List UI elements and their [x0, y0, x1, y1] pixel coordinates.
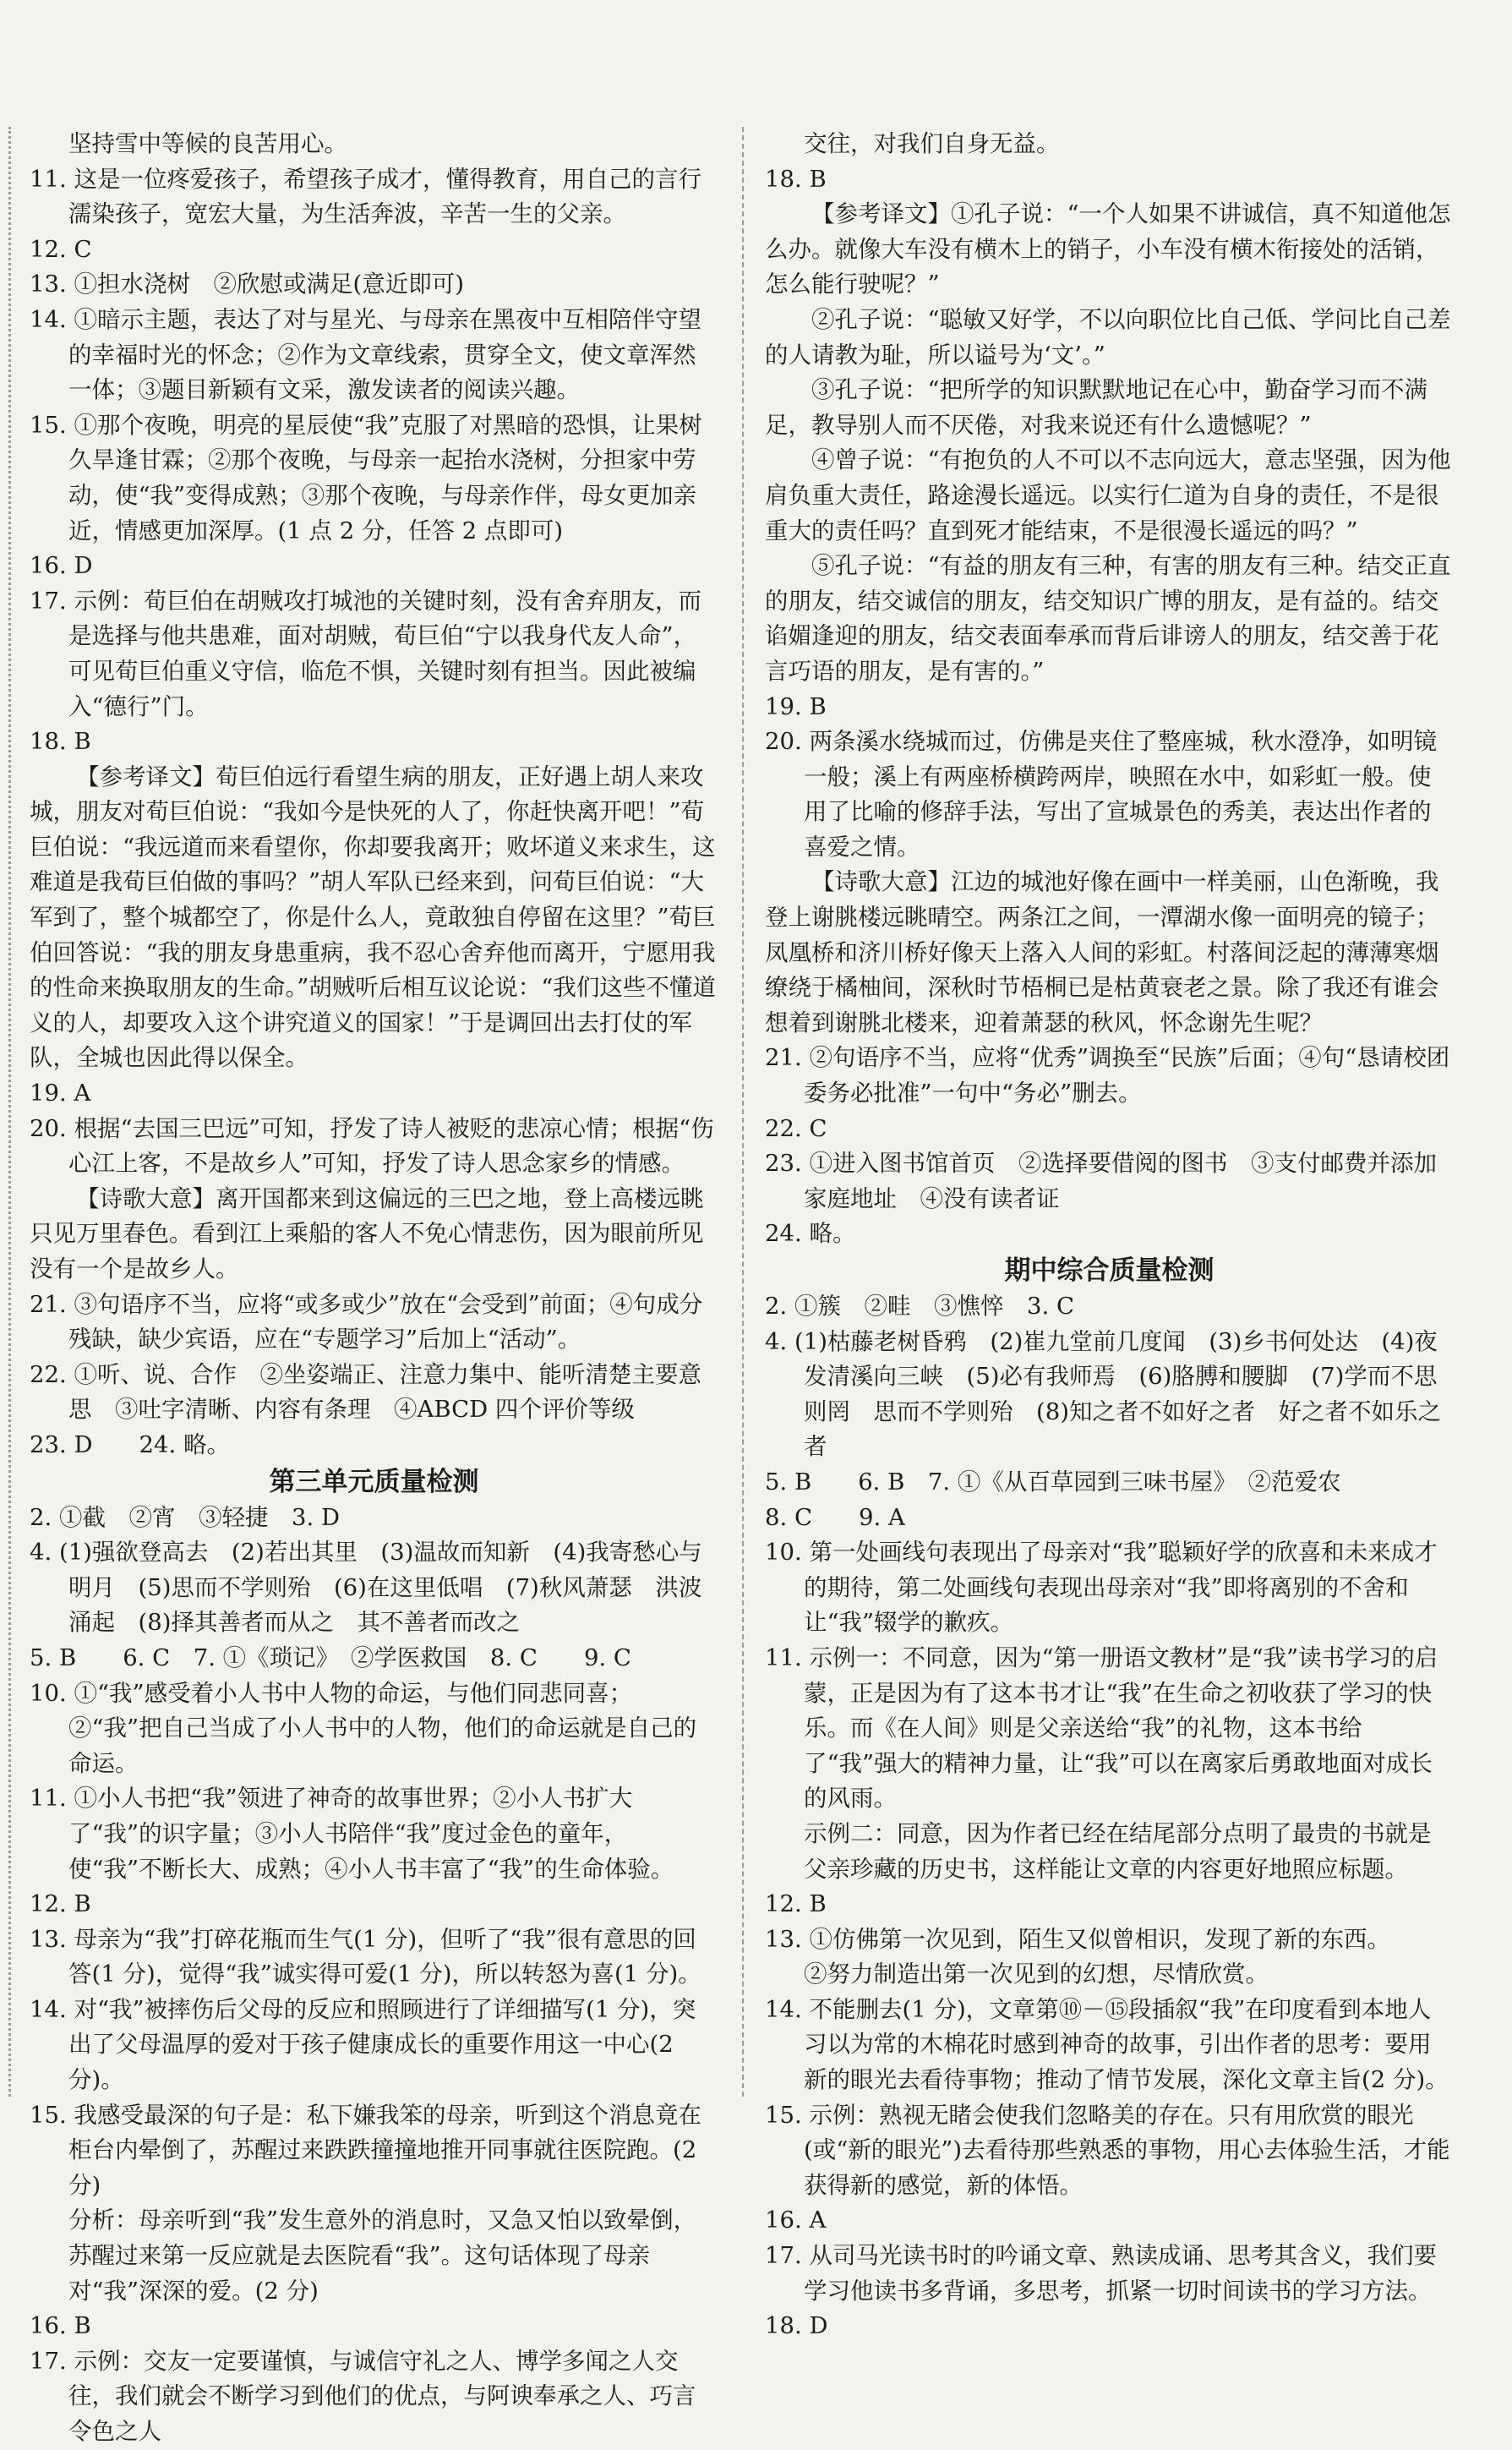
answer-item: 17. 示例：荀巨伯在胡贼攻打城池的关键时刻，没有舍弃朋友，而是选择与他共患难，面对胡贼，荀巨伯“宁以我身代友人命”，可见荀巨伯重义守信，临危不惧，关键时刻有担当。因此被编入“德行”门。 — [30, 587, 701, 720]
answer-item: 分析：母亲听到“我”发生意外的消息时，又急又怕以致晕倒，苏醒过来第一反应就是去医院看“我”。这句话体现了母亲对“我”深深的爱。(2 分) — [68, 2207, 697, 2305]
answer-item: 13. ①仿佛第一次见到，陌生又似曾相识，发现了新的东西。 — [765, 1925, 1390, 1953]
answer-item: 4. (1)强欲登高去 (2)若出其里 (3)温故而知新 (4)我寄愁心与明月 (5)思而不学则殆 (6)在这里低唱 (7)秋风萧瑟 洪波涌起 (8)择其善者而从之 其不善者而改之 — [30, 1539, 702, 1637]
right-column — [765, 127, 1454, 2344]
answer-item: ②努力制造出第一次见到的幻想，尽情欣赏。 — [804, 1961, 1269, 1988]
answer-item: 11. 这是一位疼爱孩子，希望孩子成才，懂得教育，用自己的言行濡染孩子，宽宏大量，为生活奔波，辛苦一生的父亲。 — [30, 165, 701, 228]
answer-item: 10. ①“我”感受着小人书中人物的命运，与他们同悲同喜；②“我”把自己当成了小人书中的人物，他们的命运就是自己的命运。 — [30, 1679, 697, 1777]
answer-item: 15. 我感受最深的句子是：私下嫌我笨的母亲，听到这个消息竟在柜台内晕倒了，苏醒过来跌跌撞撞地推开同事就往医院跑。(2 分) — [30, 2101, 701, 2199]
answer-item: 13. 母亲为“我”打碎花瓶而生气(1 分)，但听了“我”很有意思的回答(1 分)，觉得“我”诚实得可爱(1 分)，所以转怒为喜(1 分)。 — [30, 1925, 701, 1988]
answer-item: 【参考译文】荀巨伯远行看望生病的朋友，正好遇上胡人来攻城，朋友对荀巨伯说：“我如今是快死的人了，你赶快离开吧！”荀巨伯说：“我远道而来看望你，你却要我离开；败坏道义来求生，这难道是我荀巨伯做的事吗？”胡人军队已经来到，问荀巨伯说：“大军到了，整个城都空了，你是什么人，竟敢独自停留在这里？”荀巨伯回答说：“我的朋友身患重病，我不忍心舍弃他而离开，宁愿用我的性命来换取朋友的生命。”胡贼听后相互议论说：“我们这些不懂道义的人，却要攻入这个讲究道义的国家！”于是调回出去打仗的军队，全城也因此得以保全。 — [30, 763, 716, 1072]
answer-item: 18. B — [765, 165, 827, 193]
section-heading: 期中综合质量检测 — [1004, 1255, 1215, 1286]
answer-item: 5. B 6. C 7. ①《琐记》 ②学医救国 8. C 9. C — [30, 1643, 631, 1671]
answer-item: 13. ①担水浇树 ②欣慰或满足(意近即可) — [30, 271, 464, 298]
answer-item: 23. D 24. 略。 — [30, 1430, 230, 1458]
answer-item: 20. 两条溪水绕城而过，仿佛是夹住了整座城，秋水澄净，如明镜一般；溪上有两座桥横跨两岸，映照在水中，如彩虹一般。使用了比喻的修辞手法，写出了宣城景色的秀美，表达出作者的喜爱之情。 — [765, 728, 1437, 861]
answer-item: 17. 从司马光读书时的吟诵文章、熟读成诵、思考其含义，我们要学习他读书多背诵，多思考，抓紧一切时间读书的学习方法。 — [765, 2242, 1437, 2305]
answer-item: 【诗歌大意】离开国都来到这偏远的三巴之地，登上高楼远眺只见万里春色。看到江上乘船的客人不免心情悲伤，因为眼前所见没有一个是故乡人。 — [30, 1184, 704, 1282]
answer-item: 12. B — [765, 1890, 827, 1918]
answer-item: 16. B — [30, 2312, 91, 2340]
section-heading: 第三单元质量检测 — [269, 1466, 479, 1497]
binding-margin-dots — [8, 127, 11, 2097]
answer-item: 19. A — [30, 1080, 91, 1107]
answer-item: ⑤孔子说：“有益的朋友有三种，有害的朋友有三种。结交正直的朋友，结交诚信的朋友，结交知识广博的朋友，是有益的。结交谄媚逢迎的朋友，结交表面奉承而背后诽谤人的朋友，结交善于花言巧语的朋友，是有害的。” — [765, 552, 1451, 685]
answer-item: 交往，对我们自身无益。 — [804, 130, 1060, 157]
column-divider — [742, 127, 744, 2097]
answer-item: 15. 示例：熟视无睹会使我们忽略美的存在。只有用欣赏的眼光(或“新的眼光”)去看待那些熟悉的事物，用心去体验生活，才能获得新的感觉，新的体悟。 — [765, 2101, 1450, 2199]
answer-item: 12. C — [30, 235, 92, 263]
answer-item: 22. C — [765, 1114, 827, 1142]
answer-item: 2. ①簇 ②畦 ③憔悴 3. C — [765, 1293, 1074, 1320]
answer-item: ③孔子说：“把所学的知识默默地记在心中，勤奋学习而不满足，教导别人而不厌倦，对我来说还有什么遗憾呢？” — [765, 376, 1428, 439]
answer-item: 16. A — [765, 2207, 827, 2234]
answer-item: 11. 示例一：不同意，因为“第一册语文教材”是“我”读书学习的启蒙，正是因为有了这本书才让“我”在生命之初收获了学习的快乐。而《在人间》则是父亲送给“我”的礼物，这本书给了“我”强大的精神力量，让“我”可以在离家后勇敢地面对成长的风雨。 — [765, 1643, 1438, 1813]
answer-item: 14. 不能删去(1 分)，文章第⑩－⑮段插叙“我”在印度看到本地人习以为常的木棉花时感到神奇的故事，引出作者的思考：要用新的眼光去看待事物；推动了情节发展，深化文章主旨(2 分)。 — [765, 1995, 1449, 2094]
answer-item: 15. ①那个夜晚，明亮的星辰使“我”克服了对黑暗的恐惧，让果树久旱逢甘霖；②那个夜晚，与母亲一起抬水浇树，分担家中劳动，使“我”变得成熟；③那个夜晚，与母亲作伴，母女更加亲近，情感更加深厚。(1 点 2 分，任答 2 点即可) — [30, 411, 702, 544]
answer-item: 坚持雪中等候的良苦用心。 — [68, 130, 347, 157]
answer-item: 19. B — [765, 692, 827, 720]
answer-item: 17. 示例：交友一定要谨慎，与诚信守礼之人、博学多闻之人交往，我们就会不断学习到他们的优点，与阿谀奉承之人、巧言令色之人 — [30, 2347, 696, 2445]
answer-item: 14. ①暗示主题，表达了对与星光、与母亲在黑夜中互相陪伴守望的幸福时光的怀念；②作为文章线索，贯穿全文，使文章浑然一体；③题目新颖有文采，激发读者的阅读兴趣。 — [30, 305, 701, 404]
answer-item: 21. ③句语序不当，应将“或多或少”放在“会受到”前面；④句成分残缺，缺少宾语，应在“专题学习”后加上“活动”。 — [30, 1290, 703, 1354]
answer-item: 【参考译文】①孔子说：“一个人如果不讲诚信，真不知道他怎么办。就像大车没有横木上的销子，小车没有横木衔接处的活销，怎么能行驶呢？” — [765, 200, 1451, 298]
answer-item: 4. (1)枯藤老树昏鸦 (2)崔九堂前几度闻 (3)乡书何处达 (4)夜发清溪向三峡 (5)必有我师焉 (6)胳膊和腰脚 (7)学而不思则罔 思而不学则殆 (8)知之者不如好之者 好之者不如乐之者 — [765, 1327, 1441, 1461]
answer-item: 10. 第一处画线句表现出了母亲对“我”聪颖好学的欣喜和未来成才的期待，第二处画线句表现出母亲对“我”即将离别的不舍和让“我”辍学的歉疚。 — [765, 1539, 1438, 1637]
answer-item: 2. ①截 ②宵 ③轻捷 3. D — [30, 1503, 341, 1531]
answer-item: 23. ①进入图书馆首页 ②选择要借阅的图书 ③支付邮费并添加家庭地址 ④没有读者证 — [765, 1150, 1437, 1212]
answer-item: ④曾子说：“有抱负的人不可以不志向远大，意志坚强，因为他肩负重大责任，路途漫长遥远。以实行仁道为自身的责任，不是很重大的责任吗？直到死才能结束，不是很漫长遥远的吗？” — [765, 446, 1451, 544]
answer-item: 22. ①听、说、合作 ②坐姿端正、注意力集中、能听清楚主要意思 ③吐字清晰、内容有条理 ④ABCD 四个评价等级 — [30, 1360, 701, 1424]
answer-item: 【诗歌大意】江边的城池好像在画中一样美丽，山色渐晚，我登上谢朓楼远眺晴空。两条江之间，一潭湖水像一面明亮的镜子；凤凰桥和济川桥好像天上落入人间的彩虹。村落间泛起的薄薄寒烟缭绕于橘柚间，深秋时节梧桐已是枯黄衰老之景。除了我还有谁会想着到谢朓北楼来，迎着萧瑟的秋风，怀念谢先生呢？ — [765, 868, 1439, 1036]
answer-item: 21. ②句语序不当，应将“优秀”调换至“民族”后面；④句“恳请校团委务必批准”一句中“务必”删去。 — [765, 1044, 1450, 1107]
answer-item: 24. 略。 — [765, 1220, 856, 1248]
answer-item: 20. 根据“去国三巴远”可知，抒发了诗人被贬的悲凉心情；根据“伤心江上客，不是故乡人”可知，抒发了诗人思念家乡的情感。 — [30, 1114, 714, 1178]
answer-item: 5. B 6. B 7. ①《从百草园到三味书屋》 ②范爱农 — [765, 1468, 1341, 1496]
answer-item: 8. C 9. A — [765, 1503, 905, 1531]
answer-item: 12. B — [30, 1890, 91, 1918]
answer-item: 18. D — [765, 2312, 828, 2340]
left-column — [30, 127, 718, 2450]
answer-item: 16. D — [30, 552, 93, 580]
answer-item: 示例二：同意，因为作者已经在结尾部分点明了最贵的书就是父亲珍藏的历史书，这样能让文章的内容更好地照应标题。 — [804, 1819, 1432, 1883]
answer-item: 14. 对“我”被摔伤后父母的反应和照顾进行了详细描写(1 分)，突出了父母温厚的爱对于孩子健康成长的重要作用这一中心(2 分)。 — [30, 1995, 696, 2094]
answer-item: 11. ①小人书把“我”领进了神奇的故事世界；②小人书扩大了“我”的识字量；③小人书陪伴“我”度过金色的童年，使“我”不断长大、成熟；④小人书丰富了“我”的生命体验。 — [30, 1785, 674, 1883]
answer-item: ②孔子说：“聪敏又好学，不以向职位比自己低、学问比自己差的人请教为耻，所以谥号为‘文’。” — [765, 305, 1451, 369]
answer-item: 18. B — [30, 728, 91, 756]
